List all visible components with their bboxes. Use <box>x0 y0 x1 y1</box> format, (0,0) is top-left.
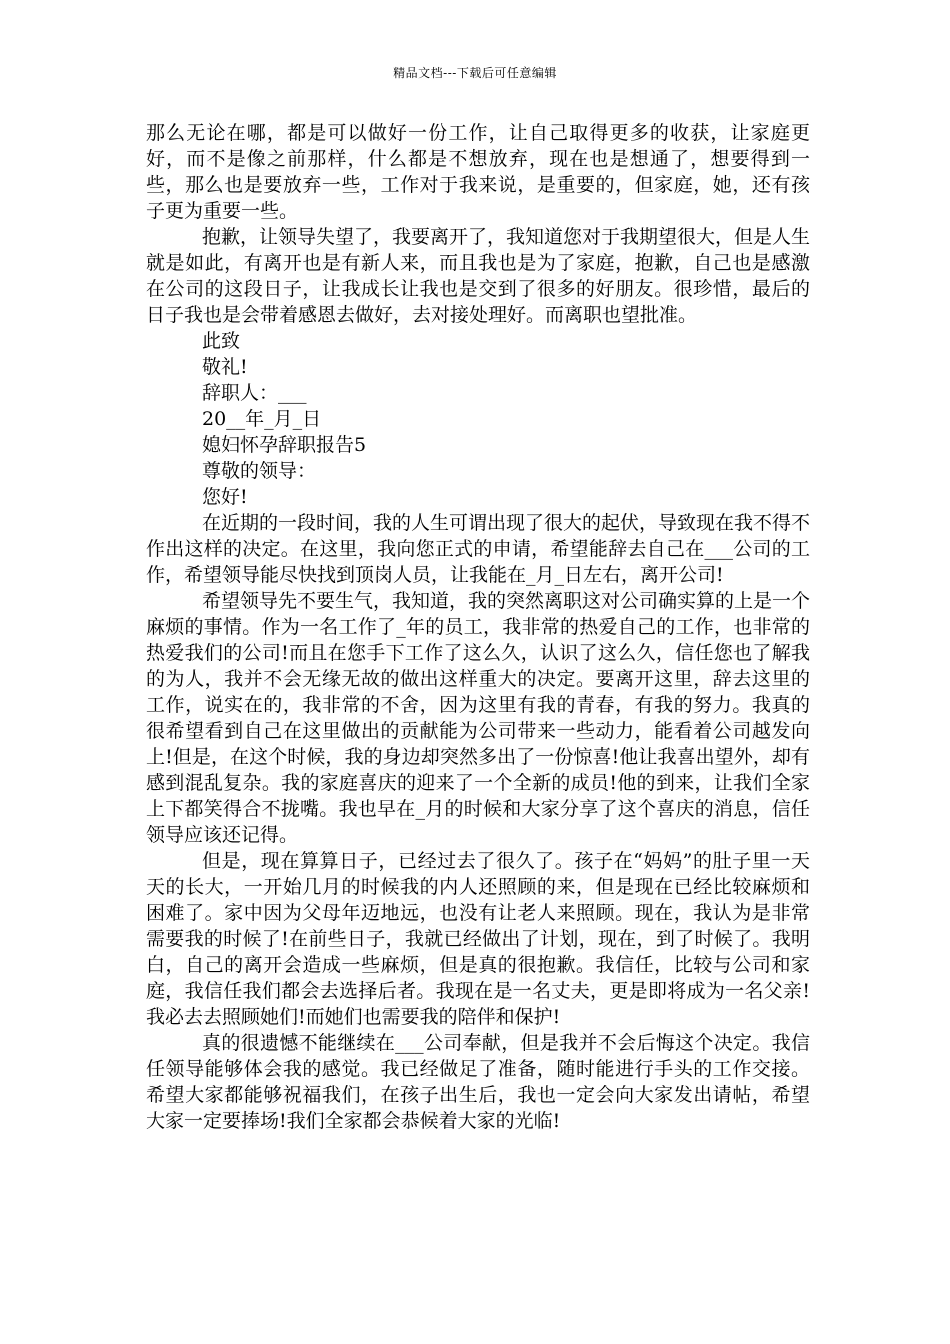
section-title: 媳妇怀孕辞职报告5 <box>202 434 367 456</box>
date-line: 20__年_月_日 <box>202 408 322 430</box>
page-header: 精品文档---下载后可任意编辑 <box>393 66 557 80</box>
closing-salutation: 此致 <box>202 330 241 352</box>
document-body <box>146 120 810 1134</box>
greeting-hello: 您好! <box>202 486 248 508</box>
paragraph-request: 在近期的一段时间，我的人生可谓出现了很大的起伏，导致现在我不得不作出这样的决定。在这里，我向您正式的申请，希望能辞去自己在___公司的工作，希望领导能尽快找到顶岗人员，让我能在_月_日左右，离开公司! <box>146 512 811 586</box>
greeting-recipient: 尊敬的领导： <box>202 460 317 482</box>
closing-regards: 敬礼! <box>202 356 248 378</box>
signature-line: 辞职人：___ <box>202 382 307 404</box>
paragraph-explanation: 希望领导先不要生气，我知道，我的突然离职这对公司确实算的上是一个麻烦的事情。作为一名工作了_年的员工，我非常的热爱自己的工作，也非常的热爱我们的公司!而且在您手下工作了这么久，认识了这么久，信任您也了解我的为人，我并不会无缘无故的做出这样重大的决定。要离开这里，辞去这里的工作，说实在的，我非常的不舍，因为这里有我的青春，有我的努力。我真的很希望看到自己在这里做出的贡献能为公司带来一些动力，能看着公司越发向上!但是，在这个时候，我的身边却突然多出了一份惊喜!他让我喜出望外，却有感到混乱复杂。我的家庭喜庆的迎来了一个全新的成员!他的到来，让我们全家上下都笑得合不拢嘴。我也早在_月的时候和大家分享了这个喜庆的消息，信任领导应该还记得。 <box>146 590 811 846</box>
paragraph-apology: 抱歉，让领导失望了，我要离开了，我知道您对于我期望很大，但是人生就是如此，有离开也是有新人来，而且我也是为了家庭，抱歉，自己也是感激在公司的这段日子，让我成长让我也是交到了很多的好朋友。很珍惜，最后的日子我也是会带着感恩去做好，去对接处理好。而离职也望批准。 <box>146 226 811 326</box>
paragraph-closing: 真的很遗憾不能继续在___公司奉献，但是我并不会后悔这个决定。我信任领导能够体会我的感觉。我已经做足了准备，随时能进行手头的工作交接。希望大家都能够祝福我们，在孩子出生后，我也一定会向大家发出请帖，希望大家一定要捧场!我们全家都会恭候着大家的光临! <box>146 1032 810 1132</box>
paragraph-continuation: 那么无论在哪，都是可以做好一份工作，让自己取得更多的收获，让家庭更好，而不是像之前那样，什么都是不想放弃，现在也是想通了，想要得到一些，那么也是要放弃一些，工作对于我来说，是重要的，但家庭，她，还有孩子更为重要一些。 <box>146 122 810 222</box>
paragraph-family: 但是，现在算算日子，已经过去了很久了。孩子在“妈妈”的肚子里一天天的长大，一开始几月的时候我的内人还照顾的来，但是现在已经比较麻烦和困难了。家中因为父母年迈地远，也没有让老人来照顾。现在，我认为是非常需要我的时候了!在前些日子，我就已经做出了计划，现在，到了时候了。我明白，自己的离开会造成一些麻烦，但是真的很抱歉。我信任，比较与公司和家庭，我信任我们都会去选择后者。我现在是一名丈夫，更是即将成为一名父亲!我必去去照顾她们!而她们也需要我的陪伴和保护! <box>146 850 810 1028</box>
